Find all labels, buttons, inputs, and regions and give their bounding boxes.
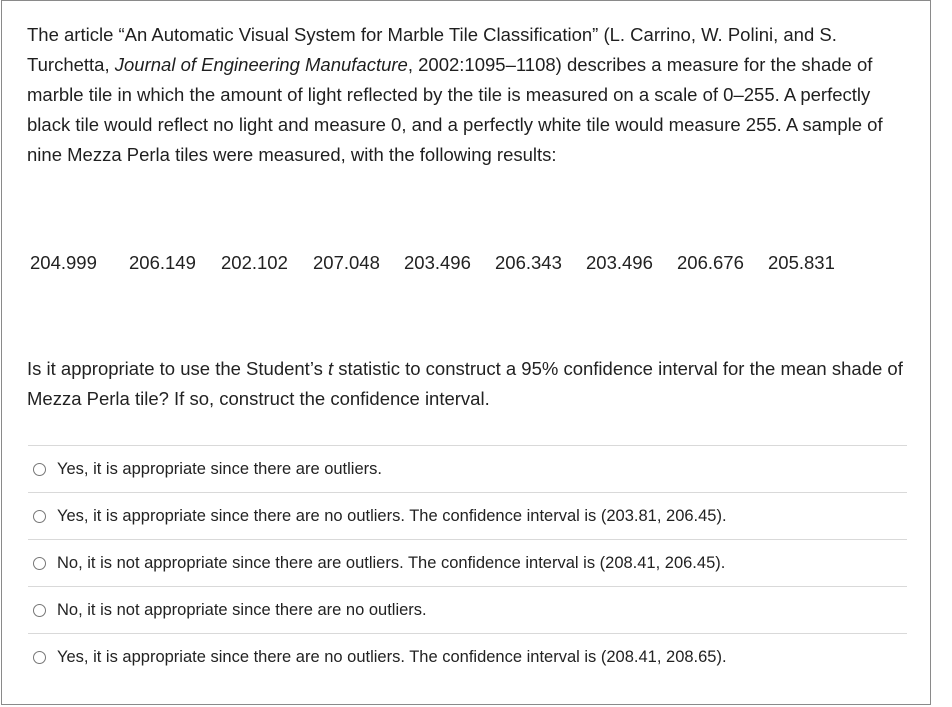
option-label: No, it is not appropriate since there are outliers. The confidence interval is (208.41, 206.45). xyxy=(57,553,726,572)
radio-button-icon[interactable] xyxy=(33,510,46,523)
answer-option-2[interactable] xyxy=(28,492,907,539)
t-symbol: t xyxy=(328,358,334,379)
data-value: 204.999 xyxy=(30,252,97,273)
radio-button-icon[interactable] xyxy=(33,651,46,664)
sample-data-row xyxy=(30,250,835,276)
radio-button-icon[interactable] xyxy=(33,463,46,476)
data-value: 206.149 xyxy=(129,252,196,273)
answer-options xyxy=(28,445,907,680)
radio-button-icon[interactable] xyxy=(33,557,46,570)
data-value: 203.496 xyxy=(404,252,471,273)
data-value: 206.343 xyxy=(495,252,562,273)
option-label: Yes, it is appropriate since there are no outliers. The confidence interval is (208.41, 208.65). xyxy=(57,647,727,666)
question-prompt xyxy=(27,354,907,414)
data-value: 207.048 xyxy=(313,252,380,273)
answer-option-4[interactable] xyxy=(28,586,907,633)
problem-statement xyxy=(27,20,907,170)
stem-text-start: The article “An Automatic Visual System for Marble Tile Classification” (L. Carrino, W. Polini, and S. Turchetta, xyxy=(27,24,837,75)
option-label: Yes, it is appropriate since there are outliers. xyxy=(57,459,382,478)
question-text-end: statistic to construct a 95% confidence interval for the mean shade of Mezza Perla tile? If so, construct the confidence interval. xyxy=(27,358,903,409)
data-value: 203.496 xyxy=(586,252,653,273)
question-text-start: Is it appropriate to use the Student’s xyxy=(27,358,328,379)
radio-button-icon[interactable] xyxy=(33,604,46,617)
journal-title: Journal of Engineering Manufacture xyxy=(114,54,408,75)
data-value: 205.831 xyxy=(768,252,835,273)
option-label: No, it is not appropriate since there are no outliers. xyxy=(57,600,427,619)
answer-option-1[interactable] xyxy=(28,445,907,492)
option-label: Yes, it is appropriate since there are no outliers. The confidence interval is (203.81, 206.45). xyxy=(57,506,727,525)
stem-text-end: , 2002:1095–1108) describes a measure for the shade of marble tile in which the amount of light reflected by the tile is measured on a scale of 0–255. A perfectly black tile would reflect no light and measure 0, and a perfectly white tile would measure 255. A sample of nine Mezza Perla tiles were measured, with the following results: xyxy=(27,54,883,165)
answer-option-5[interactable] xyxy=(28,633,907,680)
data-value: 202.102 xyxy=(221,252,288,273)
answer-option-3[interactable] xyxy=(28,539,907,586)
data-value: 206.676 xyxy=(677,252,744,273)
